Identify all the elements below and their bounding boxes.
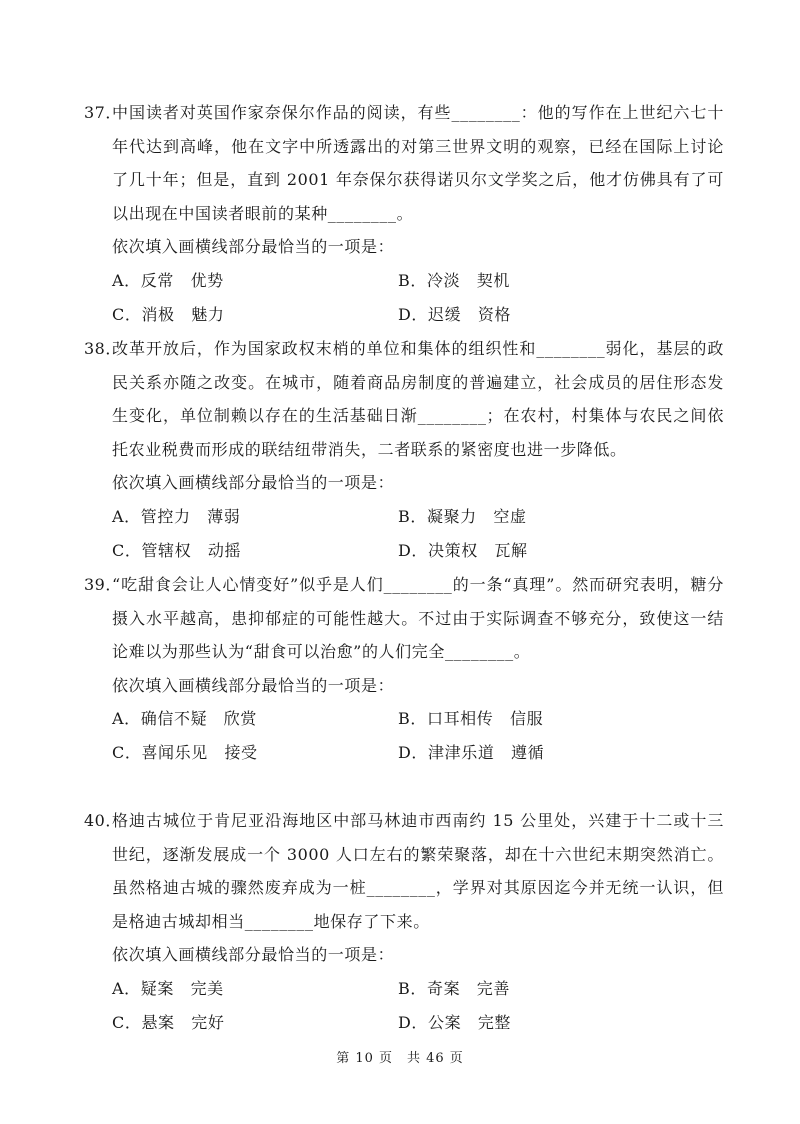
question-number: 37． xyxy=(84,103,122,122)
option-letter: A． xyxy=(112,978,141,998)
option-b[interactable] xyxy=(398,972,684,1006)
option-text: 决策权 瓦解 xyxy=(428,540,528,560)
option-letter: D． xyxy=(398,1012,429,1032)
option-d[interactable] xyxy=(398,298,684,332)
question-number: 39． xyxy=(84,575,122,594)
option-letter: B． xyxy=(398,506,427,526)
option-text: 喜闻乐见 接受 xyxy=(141,742,258,762)
option-letter: B． xyxy=(398,978,427,998)
question-40 xyxy=(84,804,724,1039)
option-b[interactable] xyxy=(398,702,684,736)
option-text: 疑案 完美 xyxy=(140,978,224,998)
option-text: 悬案 完好 xyxy=(141,1012,225,1032)
option-text: 迟缓 资格 xyxy=(428,304,512,324)
option-letter: D． xyxy=(398,540,429,560)
question-stem: 改革开放后，作为国家政权末梢的单位和集体的组织性和________弱化，基层的政民关系亦随之改变。在城市，随着商品房制度的普遍建立，社会成员的居住形态发生变化，单位制赖以存在的生活基础日渐________；在农村，村集体与农民之间依托农业税费而形成的联结纽带消失，二者联系的紧密度也进一步降低。 xyxy=(112,339,724,459)
option-text: 津津乐道 遵循 xyxy=(428,742,545,762)
option-text: 反常 优势 xyxy=(140,270,224,290)
option-d[interactable] xyxy=(398,1006,684,1040)
option-c[interactable] xyxy=(112,1006,398,1040)
question-number: 38． xyxy=(84,339,122,358)
question-stem: 格迪古城位于肯尼亚沿海地区中部马林迪市西南约 15 公里处，兴建于十二或十三世纪，逐渐发展成一个 3000 人口左右的繁荣聚落，却在十六世纪末期突然消亡。虽然格迪古城的骤然废弃成为一桩________，学界对其原因迄今并无统一认识，但是格迪古城却相当________地保存了下来。 xyxy=(112,811,724,931)
question-38 xyxy=(84,332,724,567)
question-39 xyxy=(84,568,724,770)
question-stem: “吃甜食会让人心情变好”似乎是人们________的一条“真理”。然而研究表明，糖分摄入水平越高，患抑郁症的可能性越大。不过由于实际调查不够充分，致使这一结论难以为那些认为“甜食可以治愈”的人们完全________。 xyxy=(112,575,724,662)
option-text: 消极 魅力 xyxy=(141,304,225,324)
question-prompt: 依次填入画横线部分最恰当的一项是： xyxy=(112,675,395,695)
option-a[interactable] xyxy=(112,500,398,534)
option-text: 凝聚力 空虚 xyxy=(426,506,527,526)
option-c[interactable] xyxy=(112,298,398,332)
option-b[interactable] xyxy=(398,500,684,534)
option-a[interactable] xyxy=(112,972,398,1006)
option-list xyxy=(112,972,724,1039)
option-c[interactable] xyxy=(112,534,398,568)
option-text: 管控力 薄弱 xyxy=(140,506,241,526)
option-letter: D． xyxy=(398,304,429,324)
option-d[interactable] xyxy=(398,736,684,770)
option-text: 冷淡 契机 xyxy=(426,270,510,290)
question-prompt: 依次填入画横线部分最恰当的一项是： xyxy=(112,473,395,493)
option-text: 确信不疑 欣赏 xyxy=(140,709,257,729)
option-text: 公案 完整 xyxy=(428,1012,512,1032)
option-letter: C． xyxy=(112,540,142,560)
question-stem: 中国读者对英国作家奈保尔作品的阅读，有些________：他的写作在上世纪六七十年代达到高峰，他在文字中所透露出的对第三世界文明的观察，已经在国际上讨论了几十年；但是，直到 2001 年奈保尔获得诺贝尔文学奖之后，他才仿佛具有了可以出现在中国读者眼前的某种________。 xyxy=(112,103,724,223)
option-list xyxy=(112,702,724,769)
option-list xyxy=(112,264,724,331)
option-a[interactable] xyxy=(112,702,398,736)
option-text: 管辖权 动摇 xyxy=(141,540,242,560)
option-letter: C． xyxy=(112,742,142,762)
option-c[interactable] xyxy=(112,736,398,770)
option-letter: C． xyxy=(112,1012,142,1032)
question-37 xyxy=(84,96,724,331)
option-letter: C． xyxy=(112,304,142,324)
question-prompt: 依次填入画横线部分最恰当的一项是： xyxy=(112,945,395,965)
question-prompt: 依次填入画横线部分最恰当的一项是： xyxy=(112,237,395,257)
question-number: 40． xyxy=(84,811,122,830)
option-text: 口耳相传 信服 xyxy=(426,709,544,729)
option-text: 奇案 完善 xyxy=(426,978,510,998)
option-a[interactable] xyxy=(112,264,398,298)
page-footer: 第 10 页 共 46 页 xyxy=(336,1051,464,1066)
option-letter: A． xyxy=(112,270,141,290)
option-letter: A． xyxy=(112,709,141,729)
option-letter: A． xyxy=(112,506,141,526)
option-letter: B． xyxy=(398,270,427,290)
option-letter: B． xyxy=(398,709,427,729)
option-d[interactable] xyxy=(398,534,684,568)
option-b[interactable] xyxy=(398,264,684,298)
option-list xyxy=(112,500,724,567)
option-letter: D． xyxy=(398,742,429,762)
